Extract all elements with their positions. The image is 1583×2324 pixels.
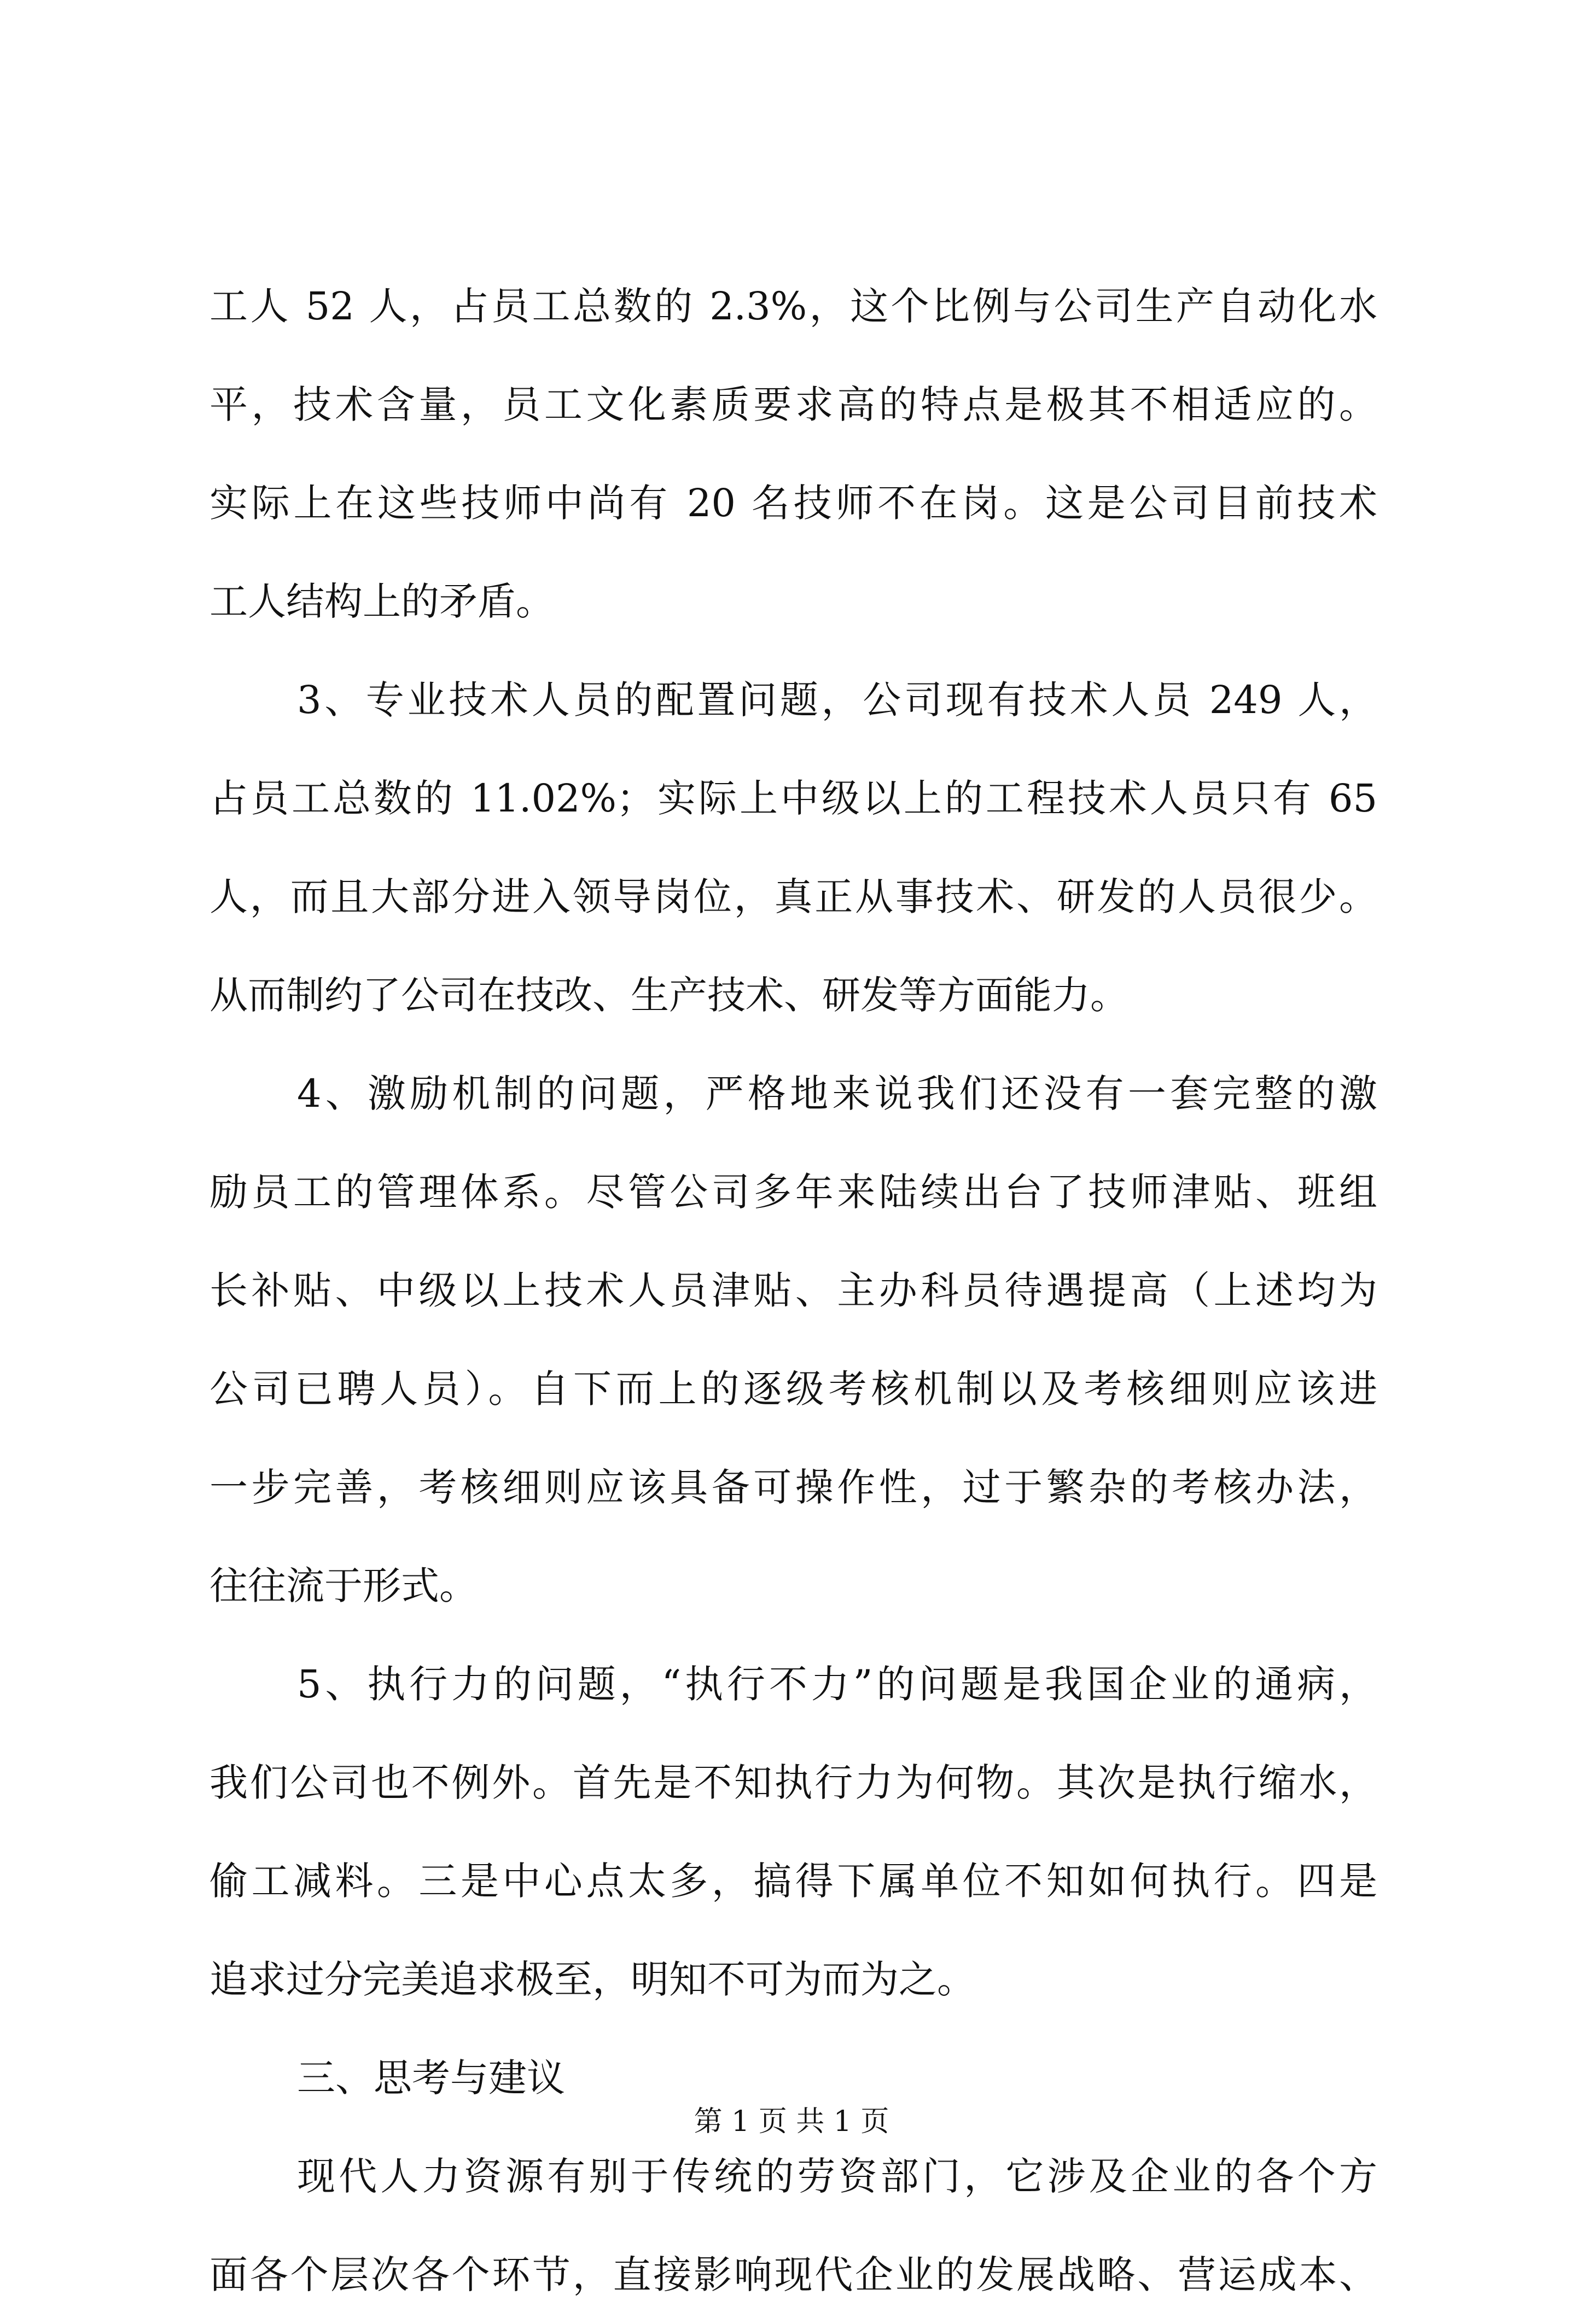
- paragraph-heading-line: 5、执行力的问题，“执行不力”的问题是我国企业的通病，: [297, 1662, 1377, 1707]
- paragraph-heading-line: 现代人力资源有别于传统的劳资部门，它涉及企业的各个方: [297, 2154, 1377, 2199]
- text-line: 实际上在这些技师中尚有 20 名技师不在岗。这是公司目前技术: [209, 481, 1377, 525]
- section-heading: 三、思考与建议: [297, 2056, 565, 2100]
- text-line: 面各个层次各个环节，直接影响现代企业的发展战略、营运成本、: [209, 2252, 1377, 2297]
- text-line: 我们公司也不例外。首先是不知执行力为何物。其次是执行缩水，: [209, 1760, 1377, 1805]
- text-line: 平，技术含量，员工文化素质要求高的特点是极其不相适应的。: [209, 382, 1377, 427]
- text-line: 占员工总数的 11.02%；实际上中级以上的工程技术人员只有 65: [209, 776, 1377, 821]
- paragraph-heading-line: 3、专业技术人员的配置问题，公司现有技术人员 249 人，: [297, 678, 1377, 722]
- text-line: 励员工的管理体系。尽管公司多年来陆续出台了技师津贴、班组: [209, 1170, 1377, 1214]
- text-line: 公司已聘人员）。自下而上的逐级考核机制以及考核细则应该进: [209, 1367, 1377, 1411]
- page-footer: [0, 2103, 1583, 2141]
- text-line: 一步完善，考核细则应该具备可操作性，过于繁杂的考核办法，: [209, 1465, 1377, 1510]
- text-line: 工人 52 人，占员工总数的 2.3%，这个比例与公司生产自动化水: [209, 284, 1377, 329]
- text-line: 往往流于形式。: [209, 1563, 478, 1608]
- text-line: 人，而且大部分进入领导岗位，真正从事技术、研发的人员很少。: [209, 874, 1377, 919]
- page-number-label: 第 1 页 共 1 页: [694, 2105, 889, 2138]
- document-body: [209, 257, 1377, 2324]
- text-line: 长补贴、中级以上技术人员津贴、主办科员待遇提高（上述均为: [209, 1268, 1377, 1313]
- paragraph-heading-line: 4、激励机制的问题，严格地来说我们还没有一套完整的激: [297, 1071, 1377, 1116]
- text-line: 追求过分完美追求极至，明知不可为而为之。: [209, 1957, 975, 2002]
- text-line: 偷工减料。三是中心点太多，搞得下属单位不知如何执行。四是: [209, 1859, 1377, 1903]
- text-line: 工人结构上的矛盾。: [209, 579, 554, 624]
- text-line: 从而制约了公司在技改、生产技术、研发等方面能力。: [209, 973, 1128, 1018]
